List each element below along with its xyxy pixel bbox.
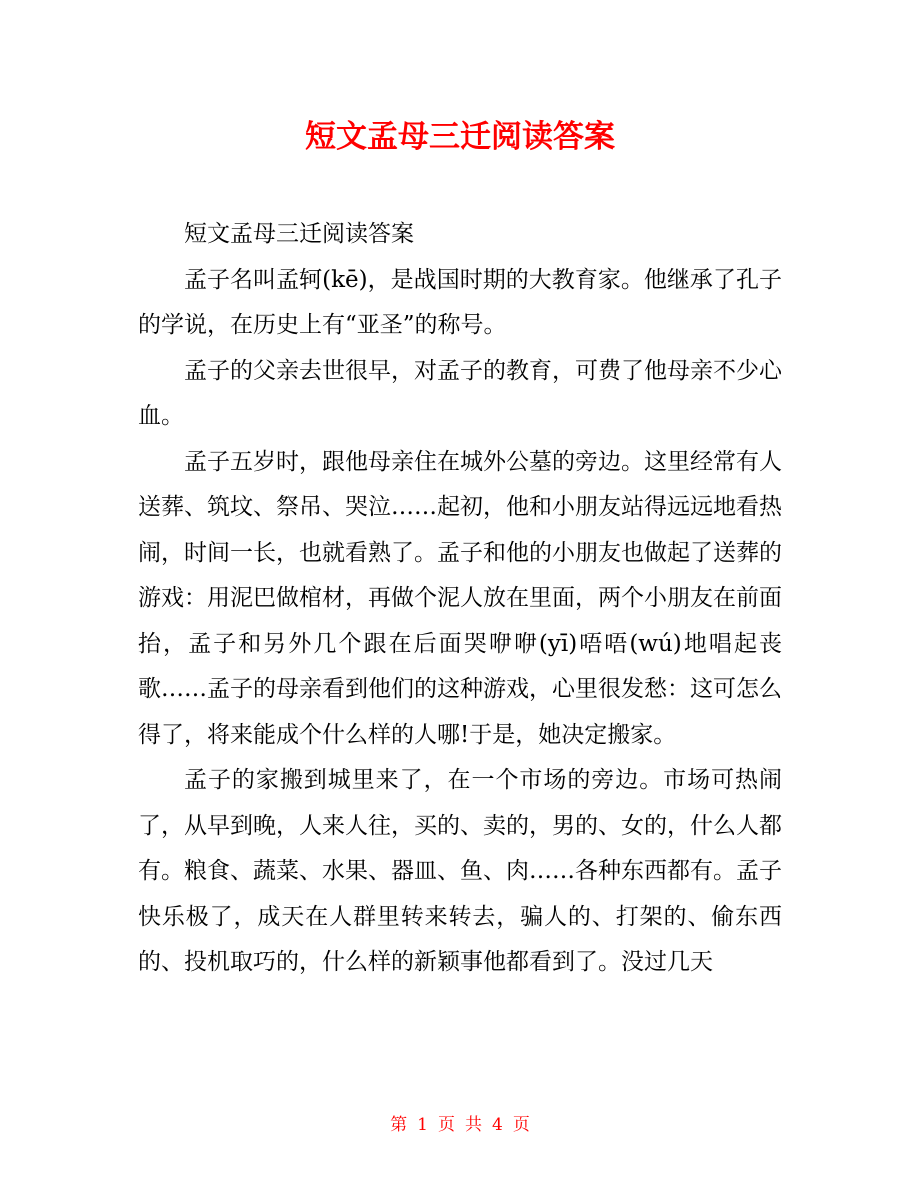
document-body [138,212,782,986]
paragraph: 短文孟母三迁阅读答案 [184,221,414,247]
footer-total-pages: 4 [492,1115,503,1135]
paragraph: 孟子的父亲去世很早，对孟子的教育，可费了他母亲不少心血。 [138,357,782,429]
footer-total-label: 共 [465,1115,482,1135]
paragraph: 孟子名叫孟轲(kē)，是战国时期的大教育家。他继承了孔子的学说，在历史上有“亚圣”的称号。 [138,266,782,338]
footer-suffix: 页 [512,1115,530,1135]
page-footer [0,1112,920,1138]
document-title: 短文孟母三迁阅读答案 [305,119,615,155]
footer-page-label: 页 [438,1115,455,1135]
paragraph: 孟子五岁时，跟他母亲住在城外公墓的旁边。这里经常有人送葬、筑坟、祭吊、哭泣……起初，他和小朋友站得远远地看热闹，时间一长，也就看熟了。孟子和他的小朋友也做起了送葬的游戏：用泥巴做棺材，再做个泥人放在里面，两个小朋友在前面抬，孟子和另外几个跟在后面哭咿咿(yī)唔唔(wú)地唱起丧歌……孟子的母亲看到他们的这种游戏，心里很发愁：这可怎么得了，将来能成个什么样的人哪!于是，她决定搬家。 [138,448,782,748]
footer-prefix: 第 [390,1115,408,1135]
paragraph: 孟子的家搬到城里来了，在一个市场的旁边。市场可热闹了，从早到晚，人来人往，买的、卖的，男的、女的，什么人都有。粮食、蔬菜、水果、器皿、鱼、肉……各种东西都有。孟子快乐极了，成天在人群里转来转去，骗人的、打架的、偷东西的、投机取巧的，什么样的新颖事他都看到了。没过几天 [138,767,782,975]
footer-page-number: 1 [417,1115,428,1135]
